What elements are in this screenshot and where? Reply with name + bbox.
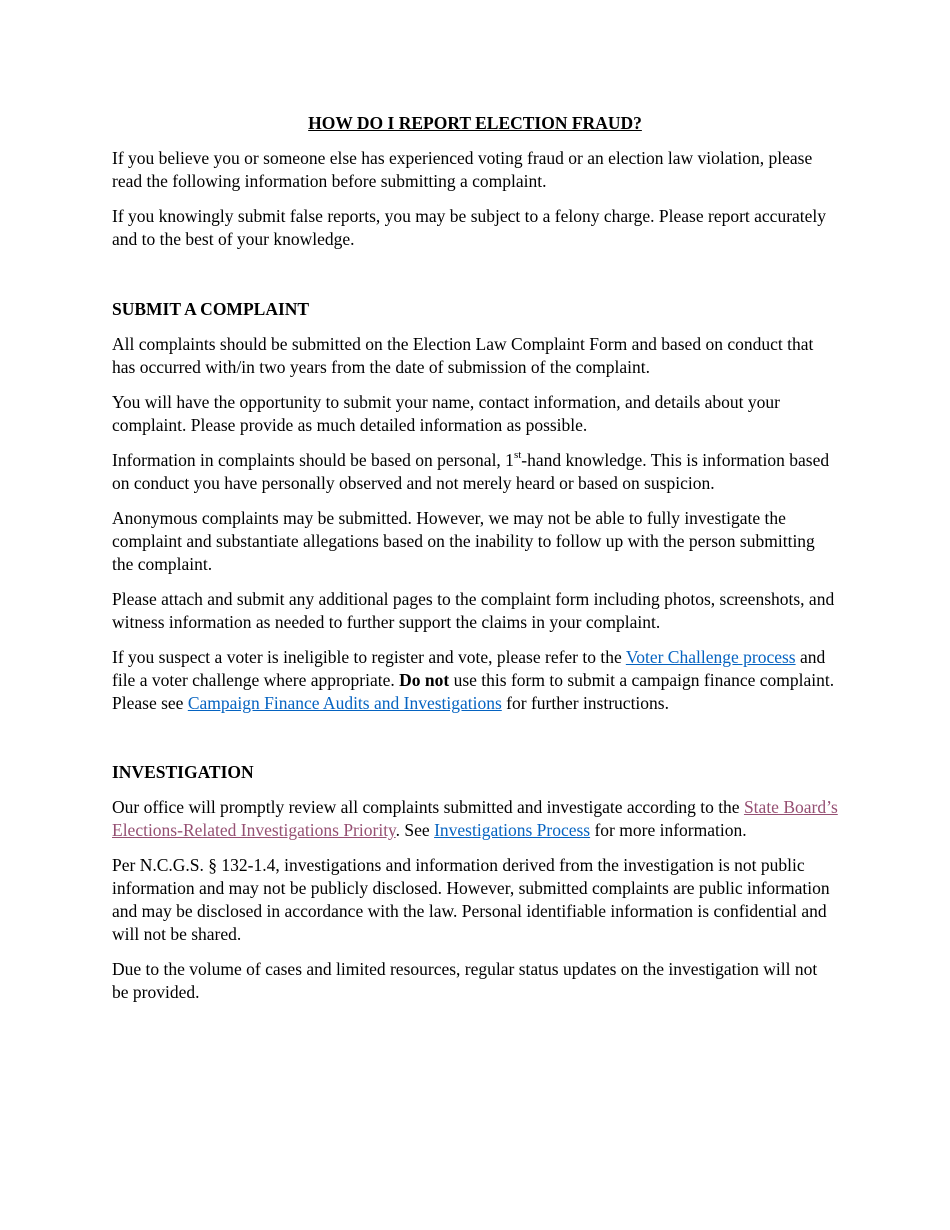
intro-paragraph-1: If you believe you or someone else has experienced voting fraud or an election law violation, please read the following information before submitting a complaint. (112, 148, 813, 191)
investigation-heading: INVESTIGATION (112, 762, 254, 782)
section-spacer (112, 263, 838, 298)
submit-paragraph-6 (112, 646, 838, 715)
submit-paragraph-3-text-b: -hand knowledge. This is information based on conduct you have personally observed and not merely heard or based on suspicion. (112, 450, 830, 493)
investigation-paragraph-1 (112, 796, 838, 842)
submit-paragraph-6-text-d: for further instructions. (501, 693, 669, 713)
intro-paragraph-2: If you knowingly submit false reports, you may be subject to a felony charge. Please report accurately and to the best of your knowledge. (112, 206, 827, 249)
submit-paragraph-5: Please attach and submit any additional pages to the complaint form including photos, screenshots, and witness information as needed to further support the claims in your complaint. (112, 589, 835, 632)
submit-paragraph-4: Anonymous complaints may be submitted. However, we may not be able to fully investigate the complaint and substantiate allegations based on the inability to follow up with the person submitting the complaint. (112, 508, 815, 574)
submit-paragraph-6-text-b: and file a voter challenge where appropriate. (112, 647, 826, 690)
submit-paragraph-3 (112, 449, 838, 495)
submit-paragraph-3-text-a: Information in complaints should be based on personal, 1 (112, 450, 514, 470)
investigations-priority-link[interactable]: State Board’s Elections-Related Investigations Priority (112, 797, 838, 840)
submit-paragraph-1: All complaints should be submitted on the Election Law Complaint Form and based on conduct that has occurred with/in two years from the date of submission of the complaint. (112, 334, 814, 377)
submit-paragraph-2: You will have the opportunity to submit your name, contact information, and details about your complaint. Please provide as much detailed information as possible. (112, 392, 780, 435)
investigations-process-link[interactable]: Investigations Process (434, 820, 591, 840)
investigation-paragraph-2: Per N.C.G.S. § 132-1.4, investigations and information derived from the investigation is not public information and may not be publicly disclosed. However, submitted complaints are public information and may be disclosed in accordance with the law. Personal identifiable information is confidential and will not be shared. (112, 855, 830, 944)
investigation-paragraph-1-text-b: . See (395, 820, 435, 840)
page-title: HOW DO I REPORT ELECTION FRAUD? (308, 113, 642, 133)
submit-complaint-heading: SUBMIT A COMPLAINT (112, 299, 310, 319)
ordinal-superscript: st (513, 449, 522, 462)
investigation-paragraph-3: Due to the volume of cases and limited resources, regular status updates on the investigation will not be provided. (112, 959, 818, 1002)
investigation-paragraph-1-text-a: Our office will promptly review all complaints submitted and investigate according to the (112, 797, 744, 817)
do-not-emphasis: Do not (399, 670, 450, 690)
campaign-finance-audits-link[interactable]: Campaign Finance Audits and Investigations (187, 693, 502, 713)
voter-challenge-process-link[interactable]: Voter Challenge process (625, 647, 796, 667)
submit-paragraph-6-text-c: use this form to submit a campaign finance complaint. Please see (112, 670, 835, 713)
section-spacer (112, 727, 838, 761)
investigation-paragraph-1-text-c: for more information. (590, 820, 747, 840)
submit-paragraph-6-text-a: If you suspect a voter is ineligible to register and vote, please refer to the (112, 647, 626, 667)
